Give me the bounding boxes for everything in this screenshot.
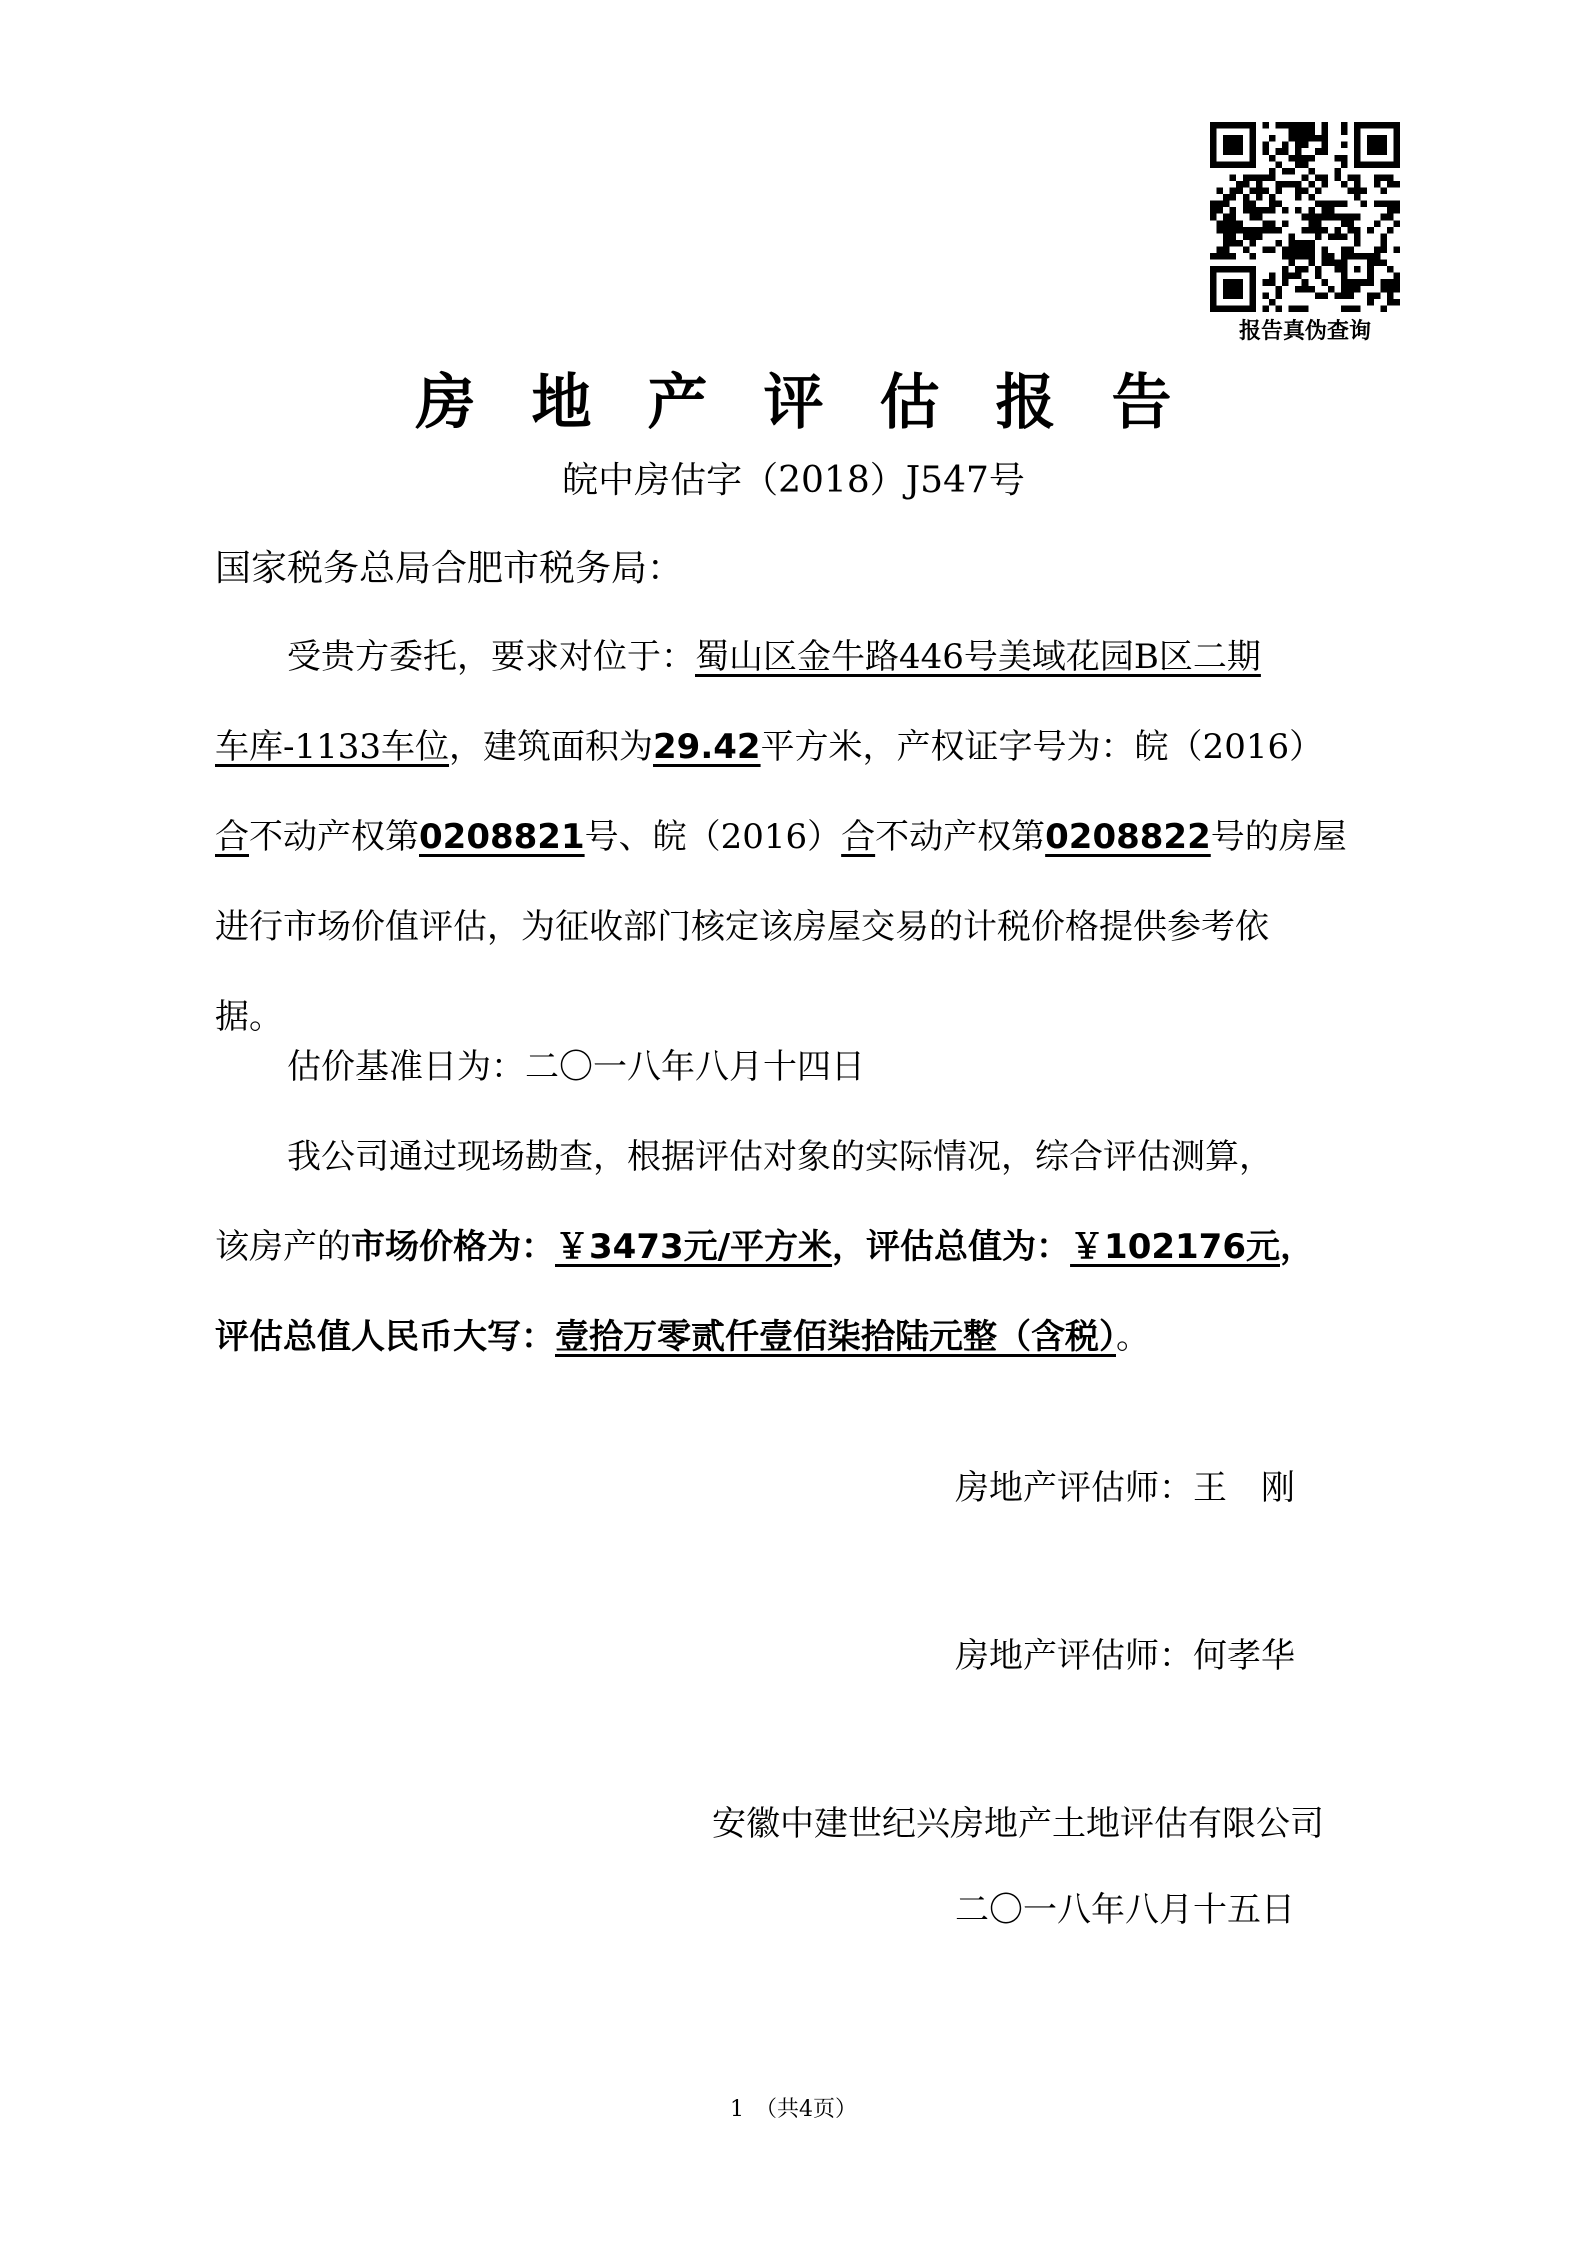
appraiser-2: 房地产评估师：何孝华	[955, 1636, 1295, 1676]
title-char: 报	[995, 368, 1056, 438]
building-area: 29.42	[653, 727, 761, 767]
title-char: 产	[647, 368, 708, 438]
issue-date: 二〇一八年八月十五日	[955, 1890, 1295, 1930]
qr-code-image	[1210, 122, 1400, 312]
title-char: 地	[531, 368, 592, 438]
certificate-number-1: 0208821	[419, 817, 585, 857]
title-char: 估	[879, 368, 940, 438]
paragraph-commission: 受贵方委托，要求对位于：蜀山区金牛路446号美域花园B区二期 车库-1133车位，建筑面积为29.42平方米，产权证字号为：皖（2016） 合不动产权第0208821号、皖（2016）合不动产权第0208822号的房屋 进行市场价值评估，为征收部门核定该房屋交易的计税价格提供参考依 据。	[215, 637, 1347, 1037]
paragraph-result: 我公司通过现场勘查，根据评估对象的实际情况，综合评估测算， 该房产的市场价格为：￥3473元/平方米，评估总值为：￥102176元， 评估总值人民币大写：壹拾万零贰仟壹佰柒拾陆元整（含税）。	[215, 1137, 1314, 1357]
addressee: 国家税务总局合肥市税务局：	[215, 548, 684, 589]
appraiser-1: 房地产评估师：王 刚	[955, 1468, 1295, 1508]
title-char: 评	[763, 368, 824, 438]
report-reference-number: 皖中房估字（2018）J547号	[562, 460, 1025, 501]
unit-price: ￥3473元/平方米	[555, 1227, 833, 1267]
total-value-words: 壹拾万零贰仟壹佰柒拾陆元整（含税）	[555, 1317, 1116, 1357]
paragraph-valuation-date: 估价基准日为：二〇一八年八月十四日	[287, 1047, 865, 1087]
page-title	[0, 355, 1587, 441]
property-address-cont: 车库-1133车位	[215, 727, 450, 767]
company-name: 安徽中建世纪兴房地产土地评估有限公司	[712, 1804, 1324, 1844]
title-char: 房	[415, 368, 476, 438]
page-number: 1 （共4页）	[730, 2097, 857, 2122]
property-address: 蜀山区金牛路446号美域花园B区二期	[695, 637, 1261, 677]
total-value: ￥102176元	[1070, 1227, 1280, 1267]
title-char: 告	[1111, 368, 1172, 438]
qr-caption: 报告真伪查询	[1238, 319, 1371, 344]
certificate-number-2: 0208822	[1045, 817, 1211, 857]
